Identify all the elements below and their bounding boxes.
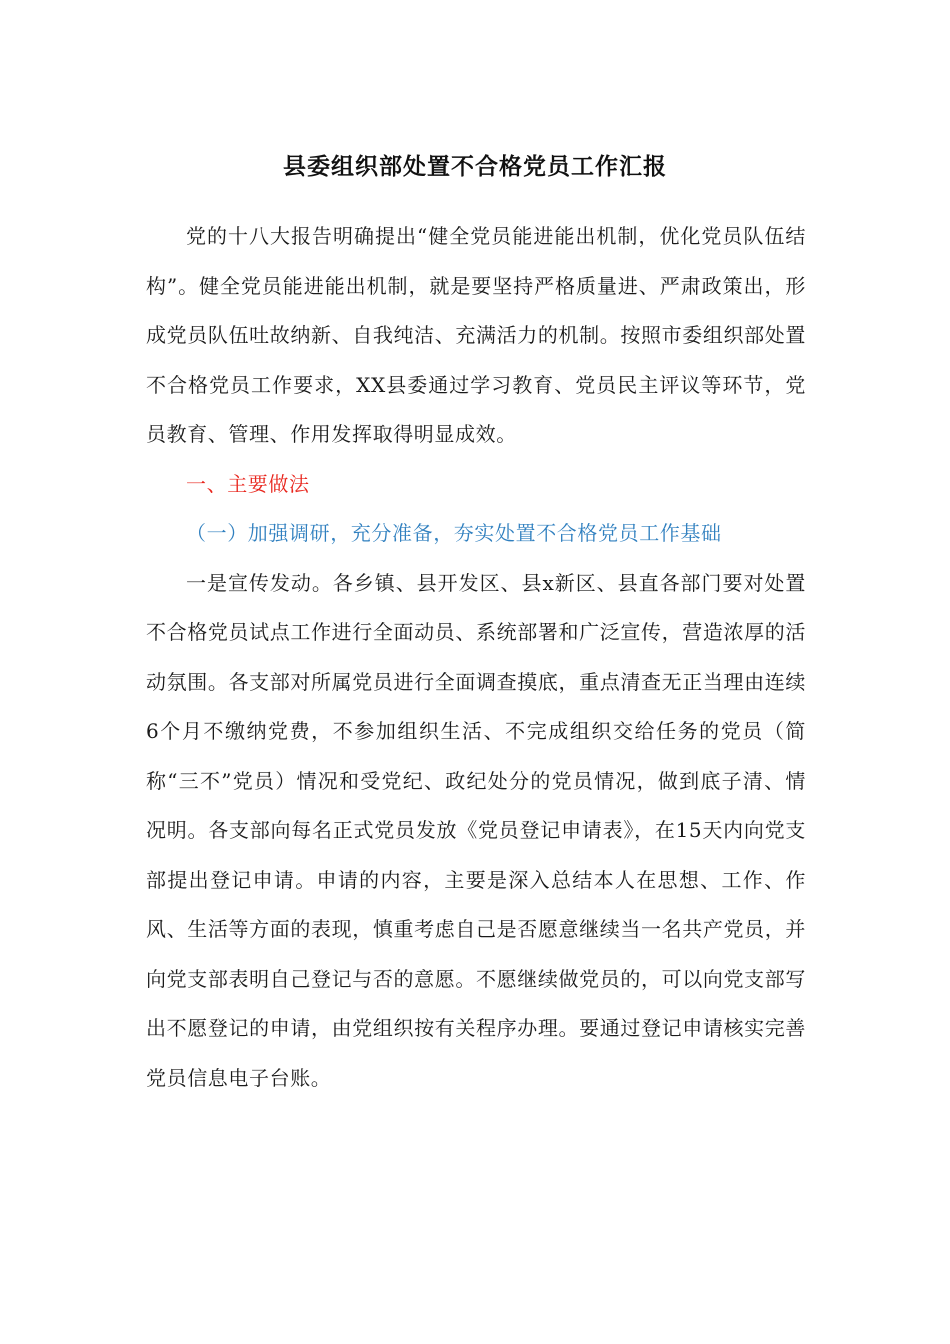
intro-paragraph: 党的十八大报告明确提出“健全党员能进能出机制，优化党员队伍结构”。健全党员能进能出机制，就是要坚持严格质量进、严肃政策出，形成党员队伍吐故纳新、自我纯洁、充满活力的机制。按照市委组织部处置不合格党员工作要求，XX县委通过学习教育、党员民主评议等环节，党员教育、管理、作用发挥取得明显成效。 [146,224,806,446]
document-body [146,212,806,1103]
publicity-mobilization-paragraph: 一是宣传发动。各乡镇、县开发区、县x新区、县直各部门要对处置不合格党员试点工作进行全面动员、系统部署和广泛宣传，营造浓厚的活动氛围。各支部对所属党员进行全面调查摸底，重点清查无正当理由连续6个月不缴纳党费，不参加组织生活、不完成组织交给任务的党员（简称“三不”党员）情况和受党纪、政纪处分的党员情况，做到底子清、情况明。各支部向每名正式党员发放《党员登记申请表》，在15天内向党支部提出登记申请。申请的内容，主要是深入总结本人在思想、工作、作风、生活等方面的表现，慎重考虑自己是否愿意继续当一名共产党员，并向党支部表明自己登记与否的意愿。不愿继续做党员的，可以向党支部写出不愿登记的申请，由党组织按有关程序办理。要通过登记申请核实完善党员信息电子台账。 [146,570,806,1090]
document-title: 县委组织部处置不合格党员工作汇报 [283,153,667,180]
section-heading-main-practices: 一、主要做法 [186,471,310,496]
subsection-heading-research-preparation: （一）加强调研，充分准备，夯实处置不合格党员工作基础 [186,521,722,545]
